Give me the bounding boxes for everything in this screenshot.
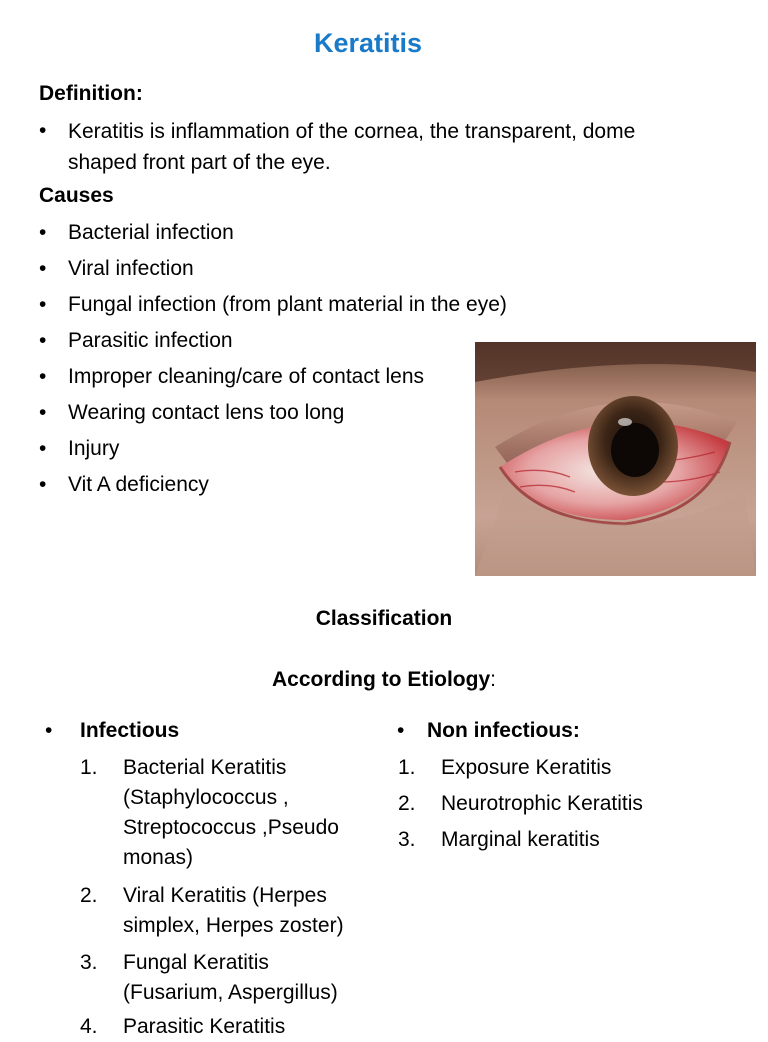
item-line: Fungal Keratitis (123, 951, 269, 974)
item-number: 2. (398, 792, 416, 815)
bullet-dot: • (39, 119, 47, 142)
causes-heading: Causes (39, 184, 114, 207)
bullet-dot: • (39, 329, 47, 352)
definition-text: Keratitis is inflammation of the cornea, the transparent, dome shaped front part of the eye. (68, 120, 636, 174)
bullet-dot: • (39, 221, 47, 244)
item-text (123, 1012, 285, 1042)
cause-text: Vit A deficiency (68, 473, 209, 496)
item-number: 3. (398, 828, 416, 851)
item-number: 1. (80, 756, 98, 779)
item-text: Marginal keratitis (441, 828, 600, 851)
bullet-dot: • (39, 437, 47, 460)
bullet-dot: • (39, 257, 47, 280)
infectious-item (80, 1012, 380, 1038)
item-line: (Fusarium, Aspergillus) (123, 981, 338, 1004)
item-text: Neurotrophic Keratitis (441, 792, 643, 815)
etiology-heading (0, 668, 768, 692)
non-infectious-label: Non infectious: (427, 719, 580, 742)
etiology-label: According to Etiology (271, 668, 491, 691)
item-line: Streptococcus ,Pseudo (123, 816, 339, 839)
cause-text: Injury (68, 437, 120, 460)
page-title: Keratitis (313, 28, 423, 58)
item-line: (Staphylococcus , (123, 786, 289, 809)
classification-heading: Classification (315, 607, 453, 630)
item-number: 2. (80, 884, 98, 907)
etiology-colon: : (490, 668, 496, 691)
inflamed-eye-photo (475, 342, 756, 576)
item-line: Parasitic Keratitis (123, 1015, 286, 1038)
item-number: 1. (398, 756, 416, 779)
definition-heading: Definition: (39, 82, 143, 105)
bullet-dot: • (39, 293, 47, 316)
bullet-dot: • (397, 719, 405, 742)
bullet-dot: • (39, 365, 47, 388)
bullet-dot: • (45, 719, 53, 742)
item-number: 4. (80, 1015, 98, 1038)
item-line: Viral Keratitis (Herpes (123, 884, 327, 907)
item-line: monas) (123, 846, 194, 869)
bullet-dot: • (39, 473, 47, 496)
cause-text: Viral infection (68, 257, 194, 280)
item-line: simplex, Herpes zoster) (123, 914, 344, 937)
infectious-label: Infectious (80, 719, 180, 742)
definition-bullet (39, 116, 689, 178)
cause-text: Bacterial infection (68, 221, 234, 244)
cause-text: Improper cleaning/care of contact lens (68, 365, 425, 388)
item-text (123, 881, 344, 941)
cause-text: Fungal infection (from plant material in the eye) (68, 293, 507, 316)
item-text (123, 753, 339, 873)
item-text (123, 948, 338, 1008)
item-number: 3. (80, 951, 98, 974)
cause-text: Wearing contact lens too long (68, 401, 345, 424)
bullet-dot: • (39, 401, 47, 424)
item-line: Bacterial Keratitis (123, 756, 287, 779)
cause-text: Parasitic infection (68, 329, 233, 352)
item-text: Exposure Keratitis (441, 756, 612, 779)
